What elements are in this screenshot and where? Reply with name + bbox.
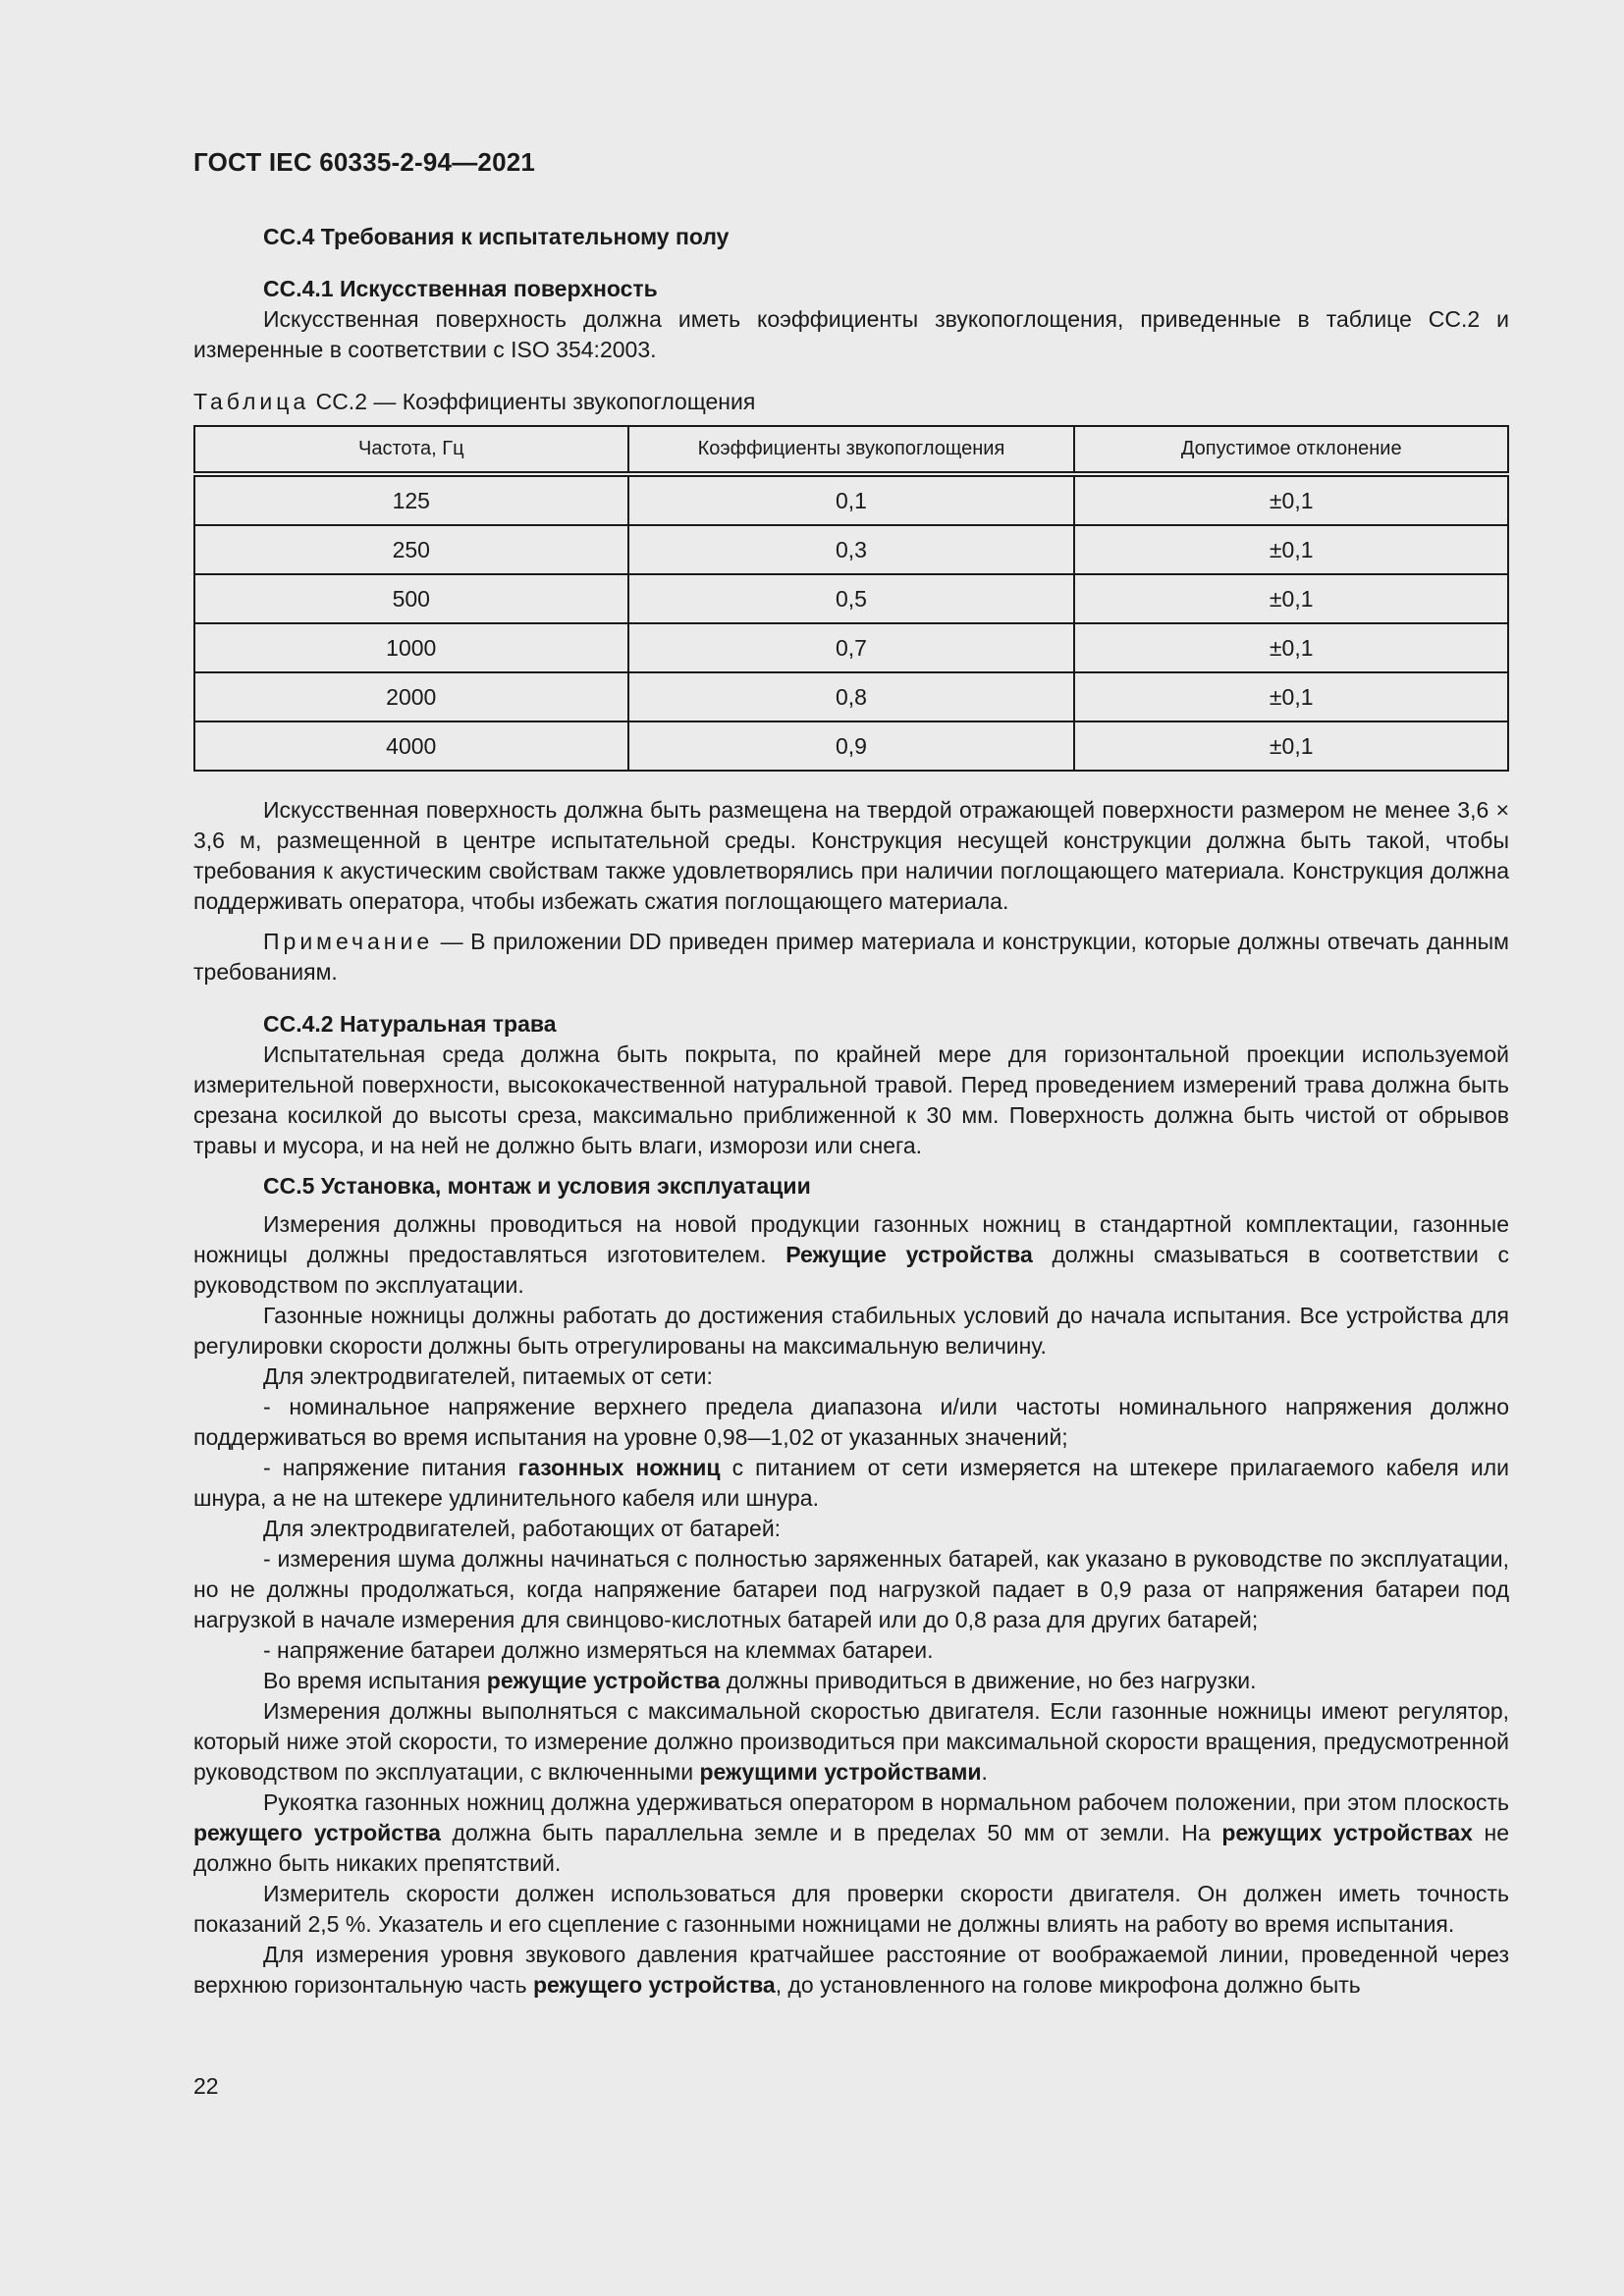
paragraph: Для электродвигателей, работающих от батарей: (263, 1516, 782, 1541)
table-header-row (194, 426, 1508, 474)
table-row (194, 721, 1508, 771)
section-cc42-title: CC.4.2 Натуральная трава (263, 1011, 557, 1037)
text-run: не должно быть никаких препятствий. (193, 1820, 1509, 1876)
text-run: Измерения должны проводиться на новой продукции газонных ножниц в стандартной комплектации, газонные ножницы должны предоставляться изготовителем. (193, 1211, 1509, 1267)
term-bold: газонных ножниц (517, 1455, 721, 1480)
table-header-cell: Допустимое отклонение (1074, 426, 1508, 474)
section-cc41-title: CC.4.1 Искусственная поверхность (263, 276, 658, 301)
table-cell: ±0,1 (1074, 574, 1508, 623)
list-item: - номинальное напряжение верхнего предела диапазона и/или частоты номинального напряжения должно поддерживаться во время испытания на уровне 0,98—1,02 от указанных значений; (193, 1394, 1509, 1450)
paragraph (193, 1666, 1509, 1696)
term-bold: режущими устройствами (699, 1759, 982, 1785)
term-bold: режущего устройства (193, 1820, 441, 1845)
paragraph: Искусственная поверхность должна иметь коэффициенты звукопоглощения, приведенные в таблице CC.2 и измеренные в соответствии с ISO 354:2003. (193, 306, 1509, 362)
table-cell: 0,1 (628, 474, 1075, 525)
table-header-cell: Коэффициенты звукопоглощения (628, 426, 1075, 474)
table-cell: 0,5 (628, 574, 1075, 623)
text-run: должны смазываться в соответствии с руководством по эксплуатации. (193, 1242, 1509, 1298)
text-run: Для измерения уровня звукового давления кратчайшее расстояние от воображаемой линии, проведенной через верхнюю горизонтальную часть (193, 1942, 1509, 1998)
table-row (194, 672, 1508, 721)
table-caption-prefix: Таблица (193, 389, 310, 414)
doc-body (193, 222, 1509, 2001)
list-item (193, 1453, 1509, 1514)
paragraph (193, 1788, 1509, 1879)
term-bold: режущих устройствах (1221, 1820, 1473, 1845)
paragraph (193, 1209, 1509, 1301)
text-run: Рукоятка газонных ножниц должна удерживаться оператором в нормальном рабочем положении, при этом плоскость (263, 1789, 1509, 1815)
table-cell: ±0,1 (1074, 672, 1508, 721)
table-cell: 1000 (194, 623, 628, 672)
table-cell: 500 (194, 574, 628, 623)
list-item: - напряжение батареи должно измеряться на клеммах батареи. (263, 1637, 934, 1663)
paragraph (193, 1940, 1509, 2001)
note (193, 927, 1509, 988)
text-run: с питанием от сети измеряется на штекере прилагаемого кабеля или шнура, а не на штекере удлинительного кабеля или шнура. (193, 1455, 1509, 1511)
text-run: , до установленного на голове микрофона должно быть (775, 1972, 1361, 1998)
term-bold: режущие устройства (486, 1668, 721, 1693)
note-label: Примечание (263, 929, 434, 954)
text-run: Во время испытания (263, 1668, 487, 1693)
text-run: Измерения должны выполняться с максимальной скоростью двигателя. Если газонные ножницы имеют регулятор, который ниже этой скорости, то измерение должно производиться при максимальной скорости вращения, предусмотренной руководством по эксплуатации, с включенными (193, 1698, 1509, 1785)
paragraph: Искусственная поверхность должна быть размещена на твердой отражающей поверхности размером не менее 3,6 × 3,6 м, размещенной в центре испытательной среды. Конструкция несущей конструкции должна быть такой, чтобы требования к акустическим свойствам также удовлетворялись при наличии поглощающего материала. Конструкция должна поддерживать оператора, чтобы избежать сжатия поглощающего материала. (193, 797, 1509, 914)
term-bold: Режущие устройства (785, 1242, 1033, 1267)
paragraph: Испытательная среда должна быть покрыта, по крайней мере для горизонтальной проекции используемой измерительной поверхности, высококачественной натуральной травой. Перед проведением измерений трава должна быть срезана косилкой до высоты среза, максимально приближенной к 30 мм. Поверхность должна быть чистой от обрывов травы и мусора, и на ней не должно быть влаги, изморози или снега. (193, 1041, 1509, 1158)
note-text: — В приложении DD приведен пример материала и конструкции, которые должны отвечать данным требованиям. (193, 929, 1509, 985)
paragraph: Газонные ножницы должны работать до достижения стабильных условий до начала испытания. Все устройства для регулировки скорости должны быть отрегулированы на максимальную величину. (193, 1303, 1509, 1359)
text-run: должна быть параллельна земле и в пределах 50 мм от земли. На (440, 1820, 1222, 1845)
section-cc5-title: CC.5 Установка, монтаж и условия эксплуатации (263, 1173, 811, 1199)
text-run: должны приводиться в движение, но без нагрузки. (720, 1668, 1257, 1693)
table-row (194, 474, 1508, 525)
table-cell: 2000 (194, 672, 628, 721)
absorption-table (193, 425, 1509, 772)
table-cell: 0,3 (628, 525, 1075, 574)
table-cell: 4000 (194, 721, 628, 771)
table-cell: ±0,1 (1074, 525, 1508, 574)
text-run: - напряжение питания (263, 1455, 518, 1480)
page-number: 22 (193, 2073, 219, 2099)
table-cell: 0,8 (628, 672, 1075, 721)
list-item: - измерения шума должны начинаться с полностью заряженных батарей, как указано в руководстве по эксплуатации, но не должны продолжаться, когда напряжение батареи под нагрузкой падает в 0,9 раза от напряжения батареи под нагрузкой в начале измерения для свинцово-кислотных батарей или до 0,8 раза для других батарей; (193, 1546, 1509, 1632)
table-row (194, 525, 1508, 574)
section-cc4-title: CC.4 Требования к испытательному полу (263, 224, 730, 249)
table-row (194, 623, 1508, 672)
text-run: . (981, 1759, 988, 1785)
table-cell: 0,9 (628, 721, 1075, 771)
table-header-cell: Частота, Гц (194, 426, 628, 474)
table-cell: 250 (194, 525, 628, 574)
table-cell: 0,7 (628, 623, 1075, 672)
table-row (194, 574, 1508, 623)
table-cell: ±0,1 (1074, 623, 1508, 672)
table-caption-text: CC.2 — Коэффициенты звукопоглощения (309, 389, 756, 414)
table-cell: ±0,1 (1074, 721, 1508, 771)
table-cell: 125 (194, 474, 628, 525)
paragraph: Измеритель скорости должен использоваться для проверки скорости двигателя. Он должен иметь точность показаний 2,5 %. Указатель и его сцепление с газонными ножницами не должны влиять на работу во время испытания. (193, 1881, 1509, 1937)
paragraph (193, 1696, 1509, 1788)
table-cell: ±0,1 (1074, 474, 1508, 525)
doc-header: ГОСТ IEC 60335-2-94—2021 (193, 147, 536, 177)
paragraph: Для электродвигателей, питаемых от сети: (263, 1363, 713, 1389)
term-bold: режущего устройства (532, 1972, 776, 1998)
table-caption (193, 387, 1509, 417)
